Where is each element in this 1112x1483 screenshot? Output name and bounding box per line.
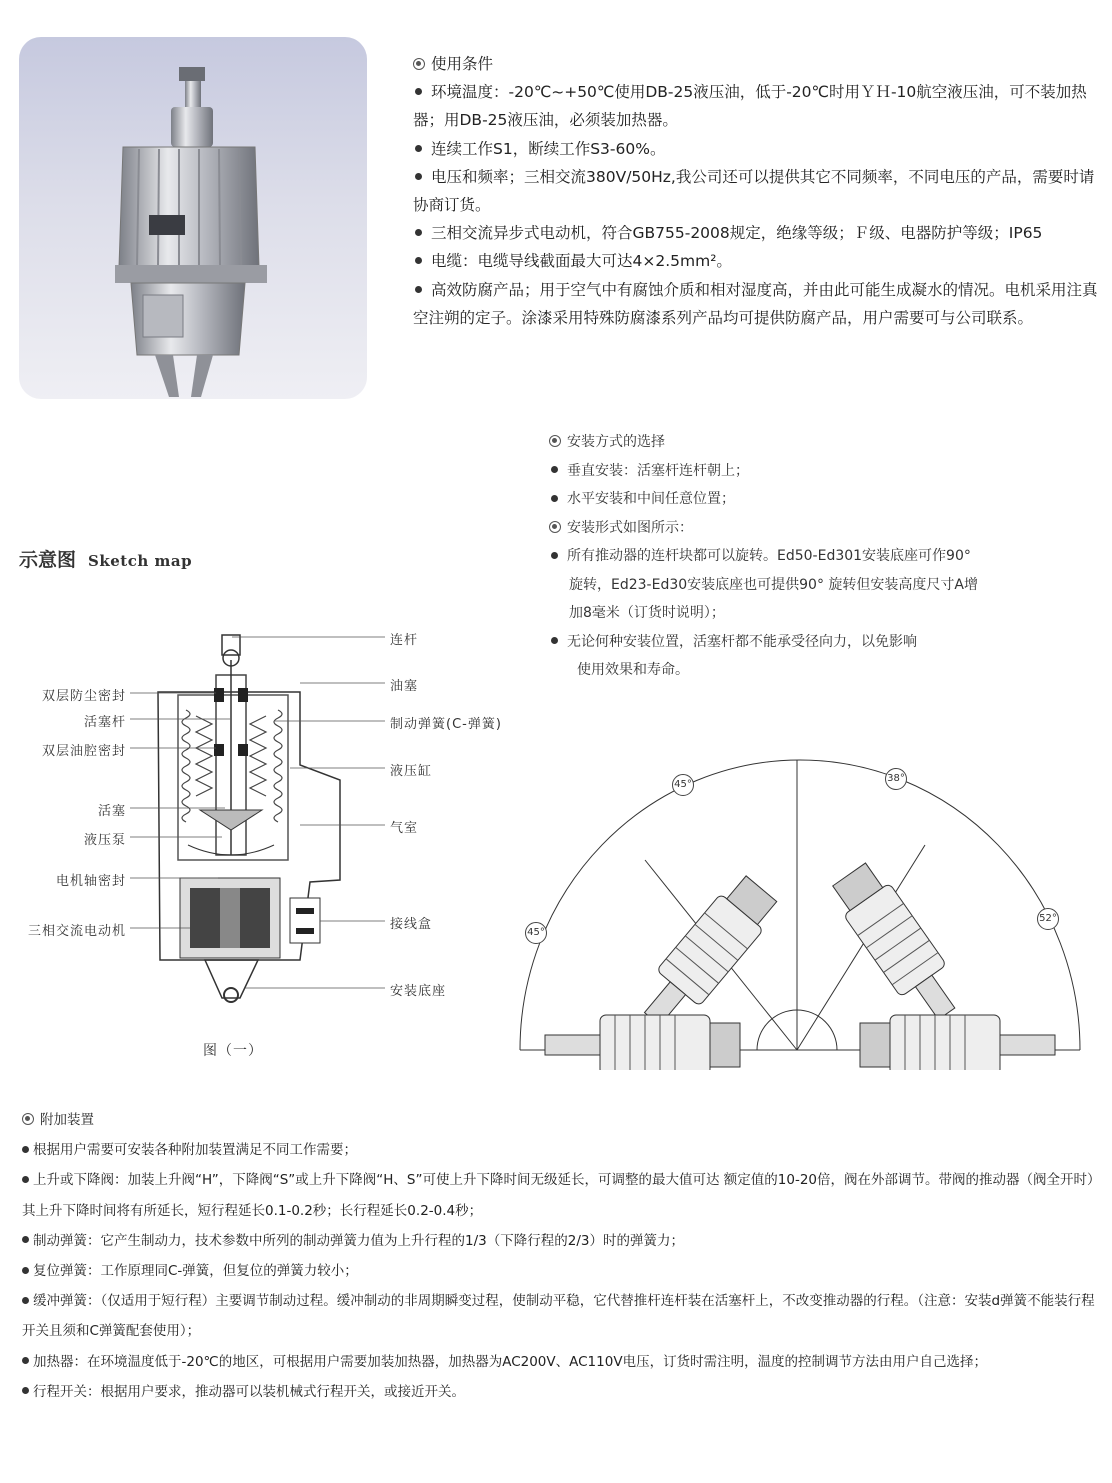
figure-caption: 图（一） <box>203 1043 263 1059</box>
extras-item: 缓冲弹簧：（仅适用于短行程）主要调节制动过程。缓冲制动的非周期瞬变过程，使制动平稳，它代替推杆连杆装在活塞杆上，不改变推动器的行程。（注意：安装d弹簧不能装行程开关且须和C弹簧配套使用）； <box>22 1293 1095 1340</box>
bullet-icon <box>551 552 558 559</box>
label-piston-rod: 活塞杆 <box>83 715 126 730</box>
bullet-icon <box>22 1297 29 1304</box>
label-brake-spring: 制动弹簧(C-弹簧) <box>390 717 502 732</box>
bullet-icon <box>415 145 422 152</box>
label-oil-plug: 油塞 <box>390 679 419 694</box>
thruster-illustration <box>19 37 367 399</box>
additional-devices <box>22 1105 1097 1407</box>
extras-item: 制动弹簧：它产生制动力，技术参数中所列的制动弹簧力值为上升行程的1/3（下降行程的2/3）时的弹簧力； <box>33 1232 684 1249</box>
installation-item: 使用效果和寿命。 <box>577 662 689 678</box>
label-piston: 活塞 <box>97 804 126 819</box>
installation-item: 旋转，Ed23-Ed30安装底座也可提供90° 旋转但安装高度尺寸A增 <box>569 576 978 593</box>
mounting-angle-drawing <box>505 750 1095 1070</box>
label-connecting-rod: 连杆 <box>390 633 419 648</box>
angle-label: 45° <box>525 922 547 944</box>
bullet-icon <box>22 1176 29 1183</box>
bullet-icon <box>415 88 422 95</box>
installation-heading-2: 安装形式如图所示： <box>567 519 693 536</box>
extras-heading: 附加装置 <box>40 1112 94 1128</box>
extras-item: 根据用户需要可安装各种附加装置满足不同工作需要； <box>33 1142 357 1159</box>
angle-label: 45° <box>672 774 694 796</box>
sketch-title-en: Sketch map <box>88 552 193 570</box>
installation-item: 无论何种安装位置，活塞杆都不能承受径向力，以免影响 <box>567 633 917 650</box>
bullet-icon <box>551 466 558 473</box>
bullet-icon <box>551 495 558 502</box>
label-shaft-seal: 电机轴密封 <box>55 874 126 889</box>
condition-item: 高效防腐产品；用于空气中有腐蚀介质和相对湿度高，并由此可能生成凝水的情况。电机采用注真空注朔的定子。涂漆采用特殊防腐漆系列产品均可提供防腐产品，用户需要可与公司联系。 <box>413 280 1098 327</box>
extras-item: 复位弹簧：工作原理同C-弹簧，但复位的弹簧力较小； <box>33 1263 358 1280</box>
label-pump: 液压泵 <box>83 833 126 848</box>
condition-item: 环境温度：-20℃~+50℃使用DB-25液压油，低于-20℃时用ＹＨ-10航空液压油，可不装加热器；用DB-25液压油，必须装加热器。 <box>413 83 1087 130</box>
extras-item: 行程开关：根据用户要求，推动器可以装机械式行程开关，或接近开关。 <box>33 1383 465 1400</box>
angle-label: 52° <box>1037 908 1059 930</box>
bullet-icon <box>22 1357 29 1364</box>
label-motor: 三相交流电动机 <box>27 924 126 939</box>
label-junction-box: 接线盒 <box>390 917 433 932</box>
target-bullet-icon <box>549 521 561 533</box>
installation-section <box>549 428 1029 685</box>
bullet-icon <box>551 637 558 644</box>
label-dust-seal: 双层防尘密封 <box>41 689 126 704</box>
installation-item: 水平安装和中间任意位置； <box>567 491 735 507</box>
target-bullet-icon <box>22 1113 34 1125</box>
bullet-icon <box>415 286 422 293</box>
bullet-icon <box>415 257 422 264</box>
product-photo <box>19 37 367 399</box>
label-cylinder: 液压缸 <box>390 764 433 779</box>
bullet-icon <box>22 1267 29 1274</box>
extras-item: 上升或下降阀：加装上升阀“H”，下降阀“S”或上升下降阀“H、S”可使上升下降时间无级延长，可调整的最大值可达 额定值的10-20倍，阀在外部调节。带阀的推动器（阀全开时）其上升下降时间将有所延长，短行程延长0.1-0.2秒；长行程延长0.2-0.4秒； <box>22 1172 1094 1219</box>
cross-section-diagram <box>0 620 540 1070</box>
extras-item: 加热器：在环境温度低于-20℃的地区，可根据用户需要加装加热器，加热器为AC200V、AC110V电压，订货时需注明，温度的控制调节方法由用户自己选择； <box>33 1353 988 1370</box>
label-air-chamber: 气室 <box>390 821 419 836</box>
conditions-heading: 使用条件 <box>431 55 494 73</box>
bullet-icon <box>22 1236 29 1243</box>
installation-item: 垂直安装：活塞杆连杆朝上； <box>567 462 749 479</box>
angle-label: 38° <box>885 768 907 790</box>
condition-item: 连续工作S1，断续工作S3-60%。 <box>431 139 666 158</box>
condition-item: 三相交流异步式电动机，符合GB755-2008规定，绝缘等级；Ｆ级、电器防护等级；IP65 <box>431 224 1043 243</box>
sketch-title <box>19 545 192 572</box>
sketch-title-cn: 示意图 <box>19 549 77 571</box>
condition-item: 电压和频率；三相交流380V/50Hz,我公司还可以提供其它不同频率，不同电压的产品，需要时请协商订货。 <box>413 167 1095 215</box>
target-bullet-icon <box>413 58 425 70</box>
bullet-icon <box>22 1146 29 1153</box>
condition-item: 电缆：电缆导线截面最大可达4×2.5mm²。 <box>431 252 732 271</box>
mounting-angle-diagram <box>505 750 1095 1070</box>
usage-conditions <box>413 50 1098 332</box>
bullet-icon <box>22 1387 29 1394</box>
label-base: 安装底座 <box>390 984 447 999</box>
installation-heading: 安装方式的选择 <box>567 434 665 450</box>
bullet-icon <box>415 229 422 236</box>
bullet-icon <box>415 173 422 180</box>
installation-item: 所有推动器的连杆块都可以旋转。Ed50-Ed301安装底座可作90° <box>567 548 971 564</box>
installation-item: 加8毫米（订货时说明）； <box>569 605 725 621</box>
label-oil-seal: 双层油腔密封 <box>41 744 126 759</box>
target-bullet-icon <box>549 435 561 447</box>
